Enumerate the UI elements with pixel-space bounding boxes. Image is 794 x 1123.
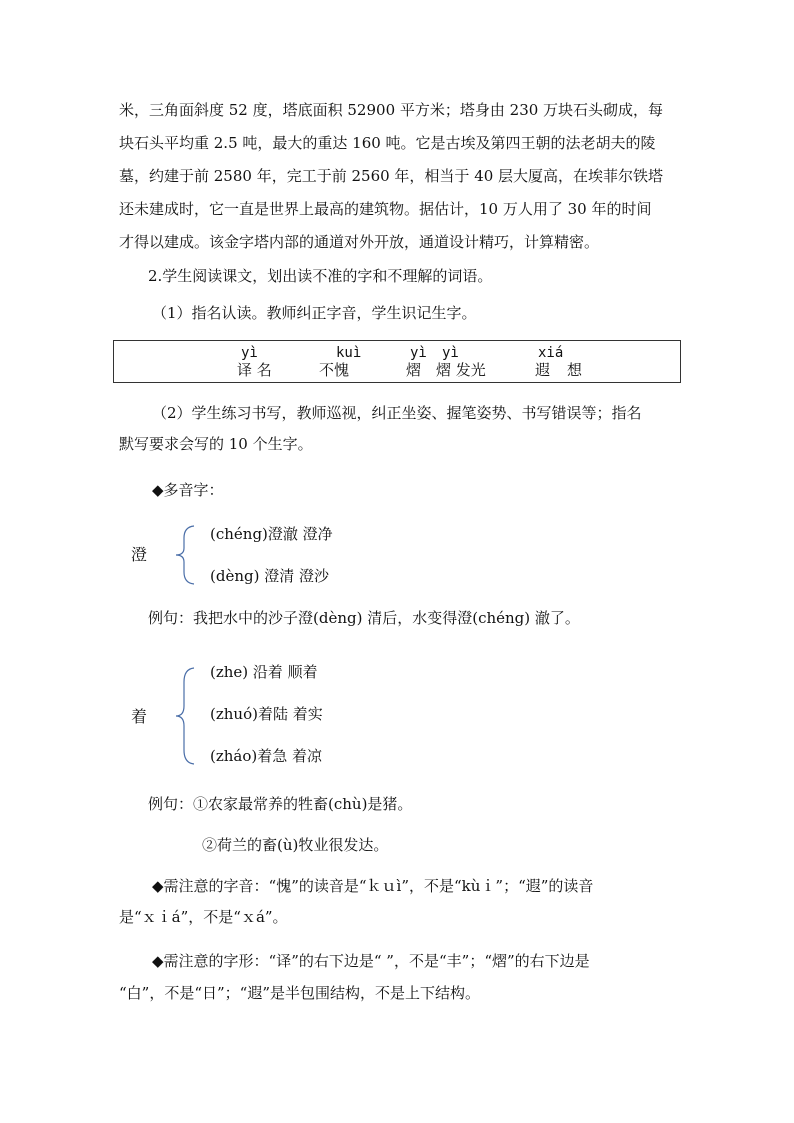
example-sentence: 例句：我把水中的沙子澄(dèng) 清后，水变得澄(chéng) 澈了。 bbox=[148, 609, 580, 627]
section-title: ◆多音字： bbox=[152, 481, 224, 499]
pinyin: kuì bbox=[336, 345, 362, 361]
pinyin: xiá bbox=[538, 345, 564, 361]
brace-icon bbox=[172, 524, 202, 586]
pinyin: yì bbox=[442, 345, 459, 361]
note-shape: “白”，不是“日”；“遐”是半包围结构，不是上下结构。 bbox=[119, 984, 481, 1002]
text-line: 块石头平均重 2.5 吨，最大的重达 160 吨。它是古埃及第四王朝的法老胡夫的陵 bbox=[119, 134, 656, 152]
polyphonic-char: 着 bbox=[131, 707, 148, 726]
brace-icon bbox=[172, 666, 202, 766]
word: 译 名 bbox=[237, 361, 272, 379]
polyphonic-char: 澄 bbox=[131, 545, 148, 564]
pinyin-box bbox=[113, 340, 681, 383]
reading: (zhe) 沿着 顺着 bbox=[210, 663, 318, 681]
reading: (chéng)澄澈 澄净 bbox=[210, 525, 333, 543]
text-line: 米，三角面斜度 52 度，塔底面积 52900 平方米；塔身由 230 万块石头砌成，每 bbox=[119, 101, 664, 119]
example-sentence: ②荷兰的畜(ù)牧业很发达。 bbox=[202, 836, 389, 854]
text-line: 默写要求会写的 10 个生字。 bbox=[119, 435, 313, 453]
example-sentence: 例句：①农家最常养的牲畜(chù)是猪。 bbox=[148, 795, 413, 813]
step-sub: （2）学生练习书写，教师巡视，纠正坐姿、握笔姿势、书写错误等；指名 bbox=[152, 404, 642, 422]
reading: (zháo)着急 着凉 bbox=[210, 747, 323, 765]
text-line: 墓，约建于前 2580 年，完工于前 2560 年，相当于 40 层大厦高，在埃菲尔铁塔 bbox=[119, 167, 664, 185]
pinyin: yì bbox=[410, 345, 427, 361]
note-pronunciation: 是“ｘｉá”，不是“ｘá”。 bbox=[119, 908, 288, 926]
word: 不愧 bbox=[319, 361, 350, 379]
pinyin: yì bbox=[241, 345, 258, 361]
text-line: 还未建成时，它一直是世界上最高的建筑物。据估计，10 万人用了 30 年的时间 bbox=[119, 200, 652, 218]
word: 想 bbox=[567, 361, 583, 379]
word: 熠 发光 bbox=[436, 361, 486, 379]
reading: (zhuó)着陆 着实 bbox=[210, 705, 323, 723]
reading: (dèng) 澄清 澄沙 bbox=[210, 567, 329, 585]
step-heading: 2.学生阅读课文，划出读不准的字和不理解的词语。 bbox=[148, 267, 493, 285]
note-pronunciation: ◆需注意的字音：“愧”的读音是“ｋｕì”，不是“kùｉ”；“遐”的读音 bbox=[152, 877, 594, 895]
word: 遐 bbox=[535, 361, 551, 379]
word: 熠 bbox=[406, 361, 422, 379]
step-sub: （1）指名认读。教师纠正字音，学生识记生字。 bbox=[152, 304, 477, 322]
text-line: 才得以建成。该金字塔内部的通道对外开放，通道设计精巧，计算精密。 bbox=[119, 233, 600, 251]
note-shape: ◆需注意的字形：“译”的右下边是“ ”，不是“丰”；“熠”的右下边是 bbox=[152, 952, 590, 970]
